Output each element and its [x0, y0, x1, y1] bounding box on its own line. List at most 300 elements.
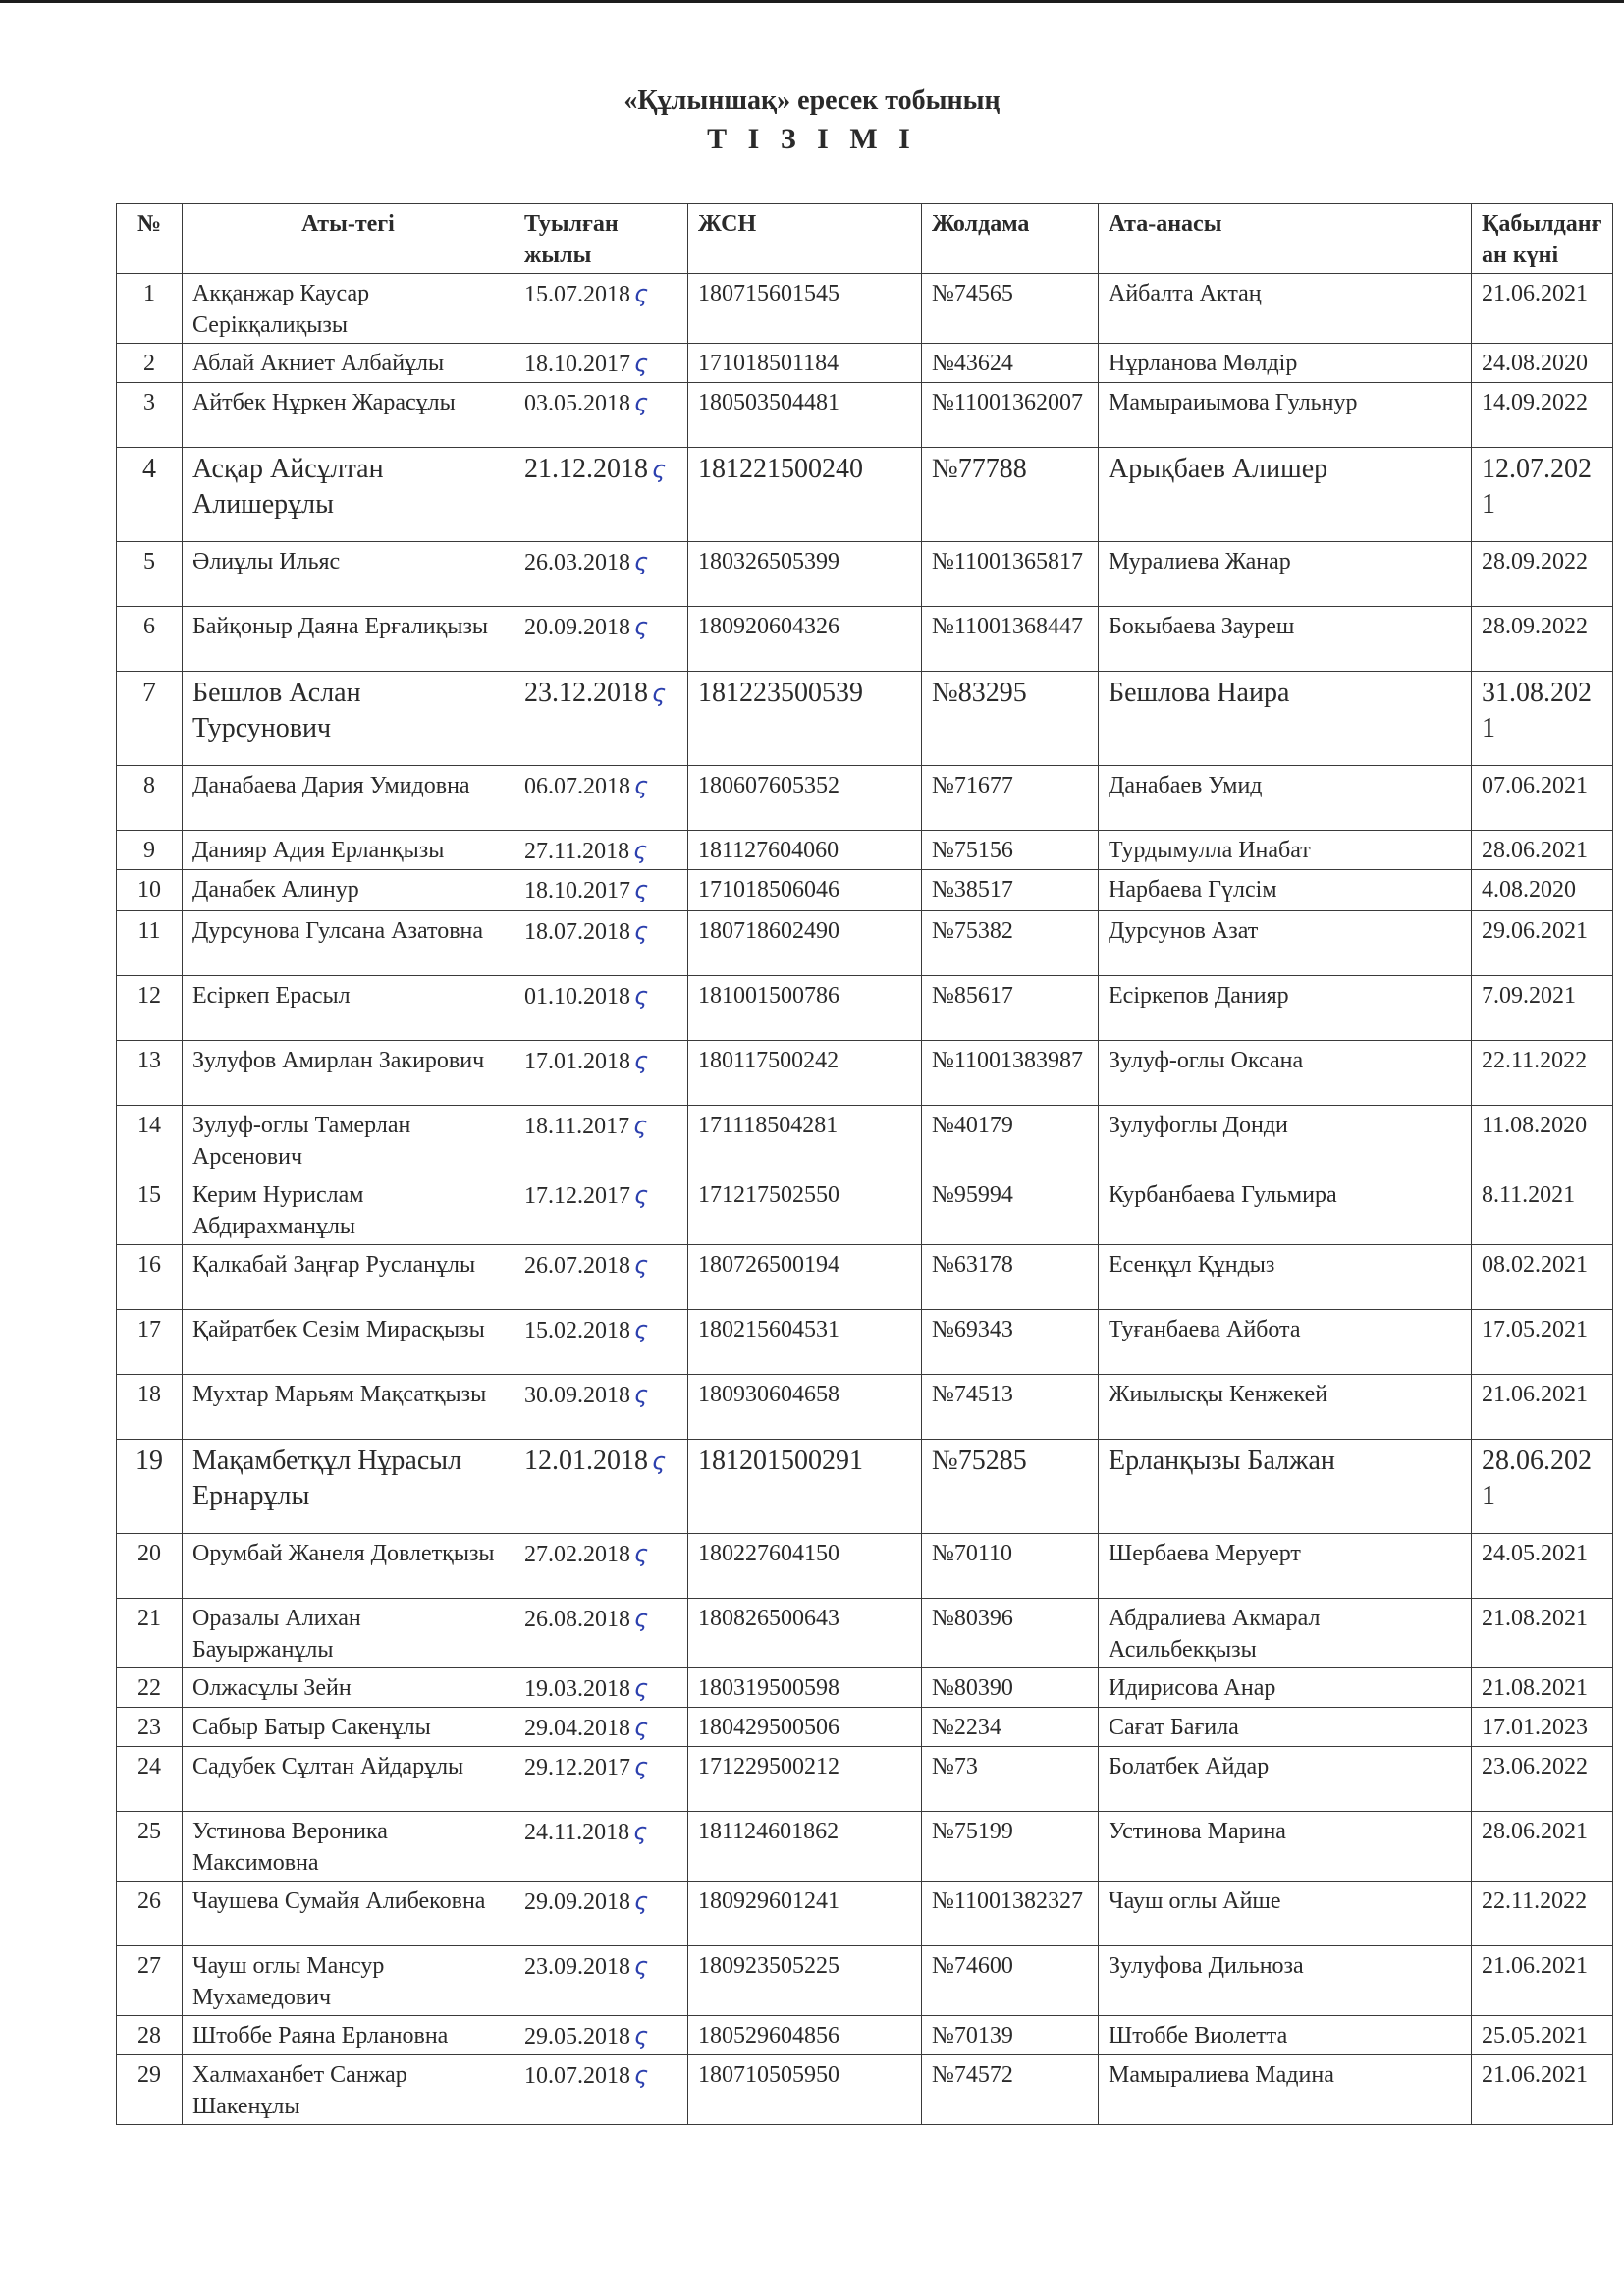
referral-number: №83295	[932, 678, 1027, 708]
admission-date-cell	[1472, 1668, 1613, 1708]
birth-date: 30.09.2018	[524, 1383, 630, 1408]
table-row	[117, 1668, 1613, 1708]
row-number: 29	[137, 2062, 161, 2088]
row-number-cell	[117, 870, 183, 911]
referral-number: №11001382327	[932, 1888, 1084, 1914]
referral-number: №75382	[932, 918, 1013, 944]
admission-date-cell	[1472, 542, 1613, 607]
child-full-name: Данабаева Дария Умидовна	[192, 773, 470, 798]
iin-number-cell	[688, 542, 922, 607]
handwritten-check-mark: ς	[634, 1540, 649, 1567]
birth-date-cell	[514, 1668, 688, 1708]
handwritten-check-mark: ς	[634, 1316, 649, 1343]
child-full-name-cell	[183, 911, 514, 976]
iin-number-cell	[688, 1812, 922, 1882]
admission-date-cell	[1472, 1245, 1613, 1310]
referral-number-cell	[922, 1534, 1099, 1599]
iin-number-cell	[688, 383, 922, 448]
birth-date-cell	[514, 2016, 688, 2055]
parent-name: Абдралиева Акмарал Асильбекқызы	[1109, 1606, 1321, 1663]
child-full-name: Чауш оглы Мансур Мухамедович	[192, 1953, 385, 2010]
parent-name-cell	[1099, 344, 1472, 383]
row-number: 7	[142, 678, 156, 708]
referral-number-cell	[922, 1668, 1099, 1708]
child-full-name: Данияр Адия Ерланқызы	[192, 838, 445, 863]
iin-number: 180326505399	[698, 549, 839, 574]
child-full-name-cell	[183, 542, 514, 607]
iin-number: 180923505225	[698, 1953, 839, 1979]
referral-number-cell	[922, 383, 1099, 448]
child-full-name-cell	[183, 1041, 514, 1106]
referral-number: №75285	[932, 1446, 1027, 1476]
handwritten-check-mark: ς	[634, 280, 649, 307]
row-number-cell	[117, 1668, 183, 1708]
iin-number-cell	[688, 1946, 922, 2016]
document-title: «Құлыншақ» ересек тобының	[623, 85, 1001, 116]
parent-name: Чауш оглы Айше	[1109, 1888, 1281, 1914]
admission-date-cell	[1472, 1440, 1613, 1534]
iin-number: 180215604531	[698, 1317, 839, 1342]
referral-number-cell	[922, 1708, 1099, 1747]
parent-name: Бокыбаева Зауреш	[1109, 614, 1295, 639]
parent-name: Данабаев Умид	[1109, 773, 1263, 798]
child-full-name-cell	[183, 1747, 514, 1812]
row-number: 12	[137, 983, 161, 1009]
child-full-name: Керим Нурислам Абдирахманұлы	[192, 1182, 364, 1239]
child-full-name: Дурсунова Гулсана Азатовна	[192, 918, 484, 944]
parent-name-cell	[1099, 1599, 1472, 1668]
birth-date: 18.11.2017	[524, 1114, 630, 1139]
iin-number-cell	[688, 1245, 922, 1310]
birth-date-cell	[514, 344, 688, 383]
iin-number-cell	[688, 1668, 922, 1708]
iin-number-cell	[688, 1599, 922, 1668]
birth-date-cell	[514, 1708, 688, 1747]
admission-date-cell	[1472, 1946, 1613, 2016]
admission-date: 21.06.2021	[1482, 2062, 1588, 2088]
admission-date: 17.05.2021	[1482, 1317, 1588, 1342]
row-number-cell	[117, 1946, 183, 2016]
row-number: 16	[137, 1252, 161, 1278]
table-body	[117, 274, 1613, 2125]
iin-number-cell	[688, 2055, 922, 2125]
row-number: 19	[135, 1446, 163, 1476]
birth-date-cell	[514, 1882, 688, 1946]
admission-date: 28.06.2021	[1482, 838, 1588, 863]
birth-date: 24.11.2018	[524, 1820, 630, 1845]
header-birth-date: Туылған жылы	[514, 204, 688, 274]
birth-date-cell	[514, 607, 688, 672]
handwritten-check-mark: ς	[634, 1952, 649, 1980]
iin-number: 171217502550	[698, 1182, 839, 1208]
iin-number: 171229500212	[698, 1754, 839, 1779]
parent-name: Зулуфова Дильноза	[1109, 1953, 1304, 1979]
iin-number: 180503504481	[698, 390, 839, 415]
row-number: 3	[143, 390, 155, 415]
row-number-cell	[117, 1882, 183, 1946]
handwritten-check-mark: ς	[634, 2061, 649, 2089]
row-number: 6	[143, 614, 155, 639]
child-full-name: Айтбек Нұркен Жарасұлы	[192, 390, 456, 415]
table-row	[117, 274, 1613, 344]
parent-name: Курбанбаева Гульмира	[1109, 1182, 1337, 1208]
parent-name-cell	[1099, 766, 1472, 831]
birth-date-cell	[514, 1375, 688, 1440]
iin-number-cell	[688, 1882, 922, 1946]
iin-number: 181221500240	[698, 454, 863, 484]
referral-number: №80390	[932, 1675, 1013, 1701]
admission-date-cell	[1472, 1708, 1613, 1747]
referral-number: №11001368447	[932, 614, 1084, 639]
child-full-name: Аблай Акниет Албайұлы	[192, 351, 445, 376]
row-number-cell	[117, 2055, 183, 2125]
child-full-name: Акқанжар Каусар Серікқалиқызы	[192, 281, 370, 338]
admission-date: 21.08.2021	[1482, 1675, 1588, 1701]
admission-date-cell	[1472, 1812, 1613, 1882]
birth-date-cell	[514, 1440, 688, 1534]
child-full-name-cell	[183, 607, 514, 672]
parent-name: Штоббе Виолетта	[1109, 2023, 1288, 2049]
table-row	[117, 1041, 1613, 1106]
referral-number: №43624	[932, 351, 1013, 376]
admission-date: 11.08.2020	[1482, 1113, 1588, 1138]
row-number-cell	[117, 766, 183, 831]
birth-date: 01.10.2018	[524, 984, 630, 1010]
admission-date-cell	[1472, 2016, 1613, 2055]
handwritten-check-mark: ς	[634, 1047, 649, 1074]
handwritten-check-mark: ς	[652, 1448, 667, 1475]
admission-date: 25.05.2021	[1482, 2023, 1588, 2049]
birth-date: 03.05.2018	[524, 391, 630, 416]
row-number: 18	[137, 1382, 161, 1407]
table-row	[117, 1599, 1613, 1668]
table-row	[117, 1747, 1613, 1812]
handwritten-check-mark: ς	[634, 1251, 649, 1279]
referral-number: №74572	[932, 2062, 1013, 2088]
header-number: №	[117, 204, 183, 274]
iin-number: 180920604326	[698, 614, 839, 639]
parent-name-cell	[1099, 1708, 1472, 1747]
row-number: 24	[137, 1754, 161, 1779]
admission-date-cell	[1472, 1175, 1613, 1245]
parent-name: Арықбаев Алишер	[1109, 454, 1328, 484]
birth-date: 26.07.2018	[524, 1253, 630, 1279]
admission-date-cell	[1472, 607, 1613, 672]
admission-date: 22.11.2022	[1482, 1888, 1588, 1914]
parent-name-cell	[1099, 274, 1472, 344]
iin-number: 181201500291	[698, 1446, 863, 1476]
row-number: 23	[137, 1715, 161, 1740]
birth-date-cell	[514, 383, 688, 448]
referral-number-cell	[922, 1882, 1099, 1946]
child-full-name: Зулуфов Амирлан Закирович	[192, 1048, 485, 1073]
parent-name: Болатбек Айдар	[1109, 1754, 1270, 1779]
child-full-name: Әлиұлы Ильяс	[192, 549, 341, 574]
birth-date-cell	[514, 911, 688, 976]
parent-name-cell	[1099, 911, 1472, 976]
child-full-name-cell	[183, 766, 514, 831]
admission-date: 28.06.2021	[1482, 1819, 1588, 1844]
birth-date: 29.09.2018	[524, 1889, 630, 1915]
parent-name-cell	[1099, 383, 1472, 448]
parent-name: Нұрланова Мөлдір	[1109, 351, 1298, 376]
row-number-cell	[117, 1375, 183, 1440]
child-full-name: Оразалы Алихан Бауыржанұлы	[192, 1606, 361, 1663]
handwritten-check-mark: ς	[634, 982, 649, 1010]
admission-date-cell	[1472, 1375, 1613, 1440]
iin-number-cell	[688, 911, 922, 976]
birth-date: 18.10.2017	[524, 352, 630, 377]
child-full-name-cell	[183, 1106, 514, 1175]
referral-number: №11001362007	[932, 390, 1084, 415]
parent-name: Зулуф-оглы Оксана	[1109, 1048, 1304, 1073]
admission-date: 21.06.2021	[1482, 1382, 1588, 1407]
iin-number: 180529604856	[698, 2023, 839, 2049]
admission-date-cell	[1472, 911, 1613, 976]
birth-date: 17.01.2018	[524, 1049, 630, 1074]
admission-date-cell	[1472, 1534, 1613, 1599]
birth-date-cell	[514, 1812, 688, 1882]
document-subtitle: Т І З І М І	[707, 123, 917, 155]
row-number-cell	[117, 274, 183, 344]
table-row	[117, 344, 1613, 383]
birth-date-cell	[514, 1747, 688, 1812]
parent-name-cell	[1099, 870, 1472, 911]
child-full-name-cell	[183, 1175, 514, 1245]
handwritten-check-mark: ς	[634, 1605, 649, 1632]
admission-date: 4.08.2020	[1482, 877, 1576, 902]
admission-date: 12.07.2021	[1482, 454, 1592, 519]
row-number: 13	[137, 1048, 161, 1073]
birth-date-cell	[514, 1946, 688, 2016]
admission-date-cell	[1472, 274, 1613, 344]
referral-number-cell	[922, 2055, 1099, 2125]
iin-number-cell	[688, 274, 922, 344]
referral-number: №73	[932, 1754, 978, 1779]
referral-number-cell	[922, 831, 1099, 870]
row-number: 25	[137, 1819, 161, 1844]
table-row	[117, 1106, 1613, 1175]
birth-date: 29.04.2018	[524, 1716, 630, 1741]
birth-date: 29.05.2018	[524, 2024, 630, 2050]
child-full-name-cell	[183, 2055, 514, 2125]
iin-number: 181001500786	[698, 983, 839, 1009]
row-number-cell	[117, 1175, 183, 1245]
admission-date-cell	[1472, 831, 1613, 870]
handwritten-check-mark: ς	[634, 613, 649, 640]
child-full-name-cell	[183, 1599, 514, 1668]
iin-number-cell	[688, 1106, 922, 1175]
birth-date: 21.12.2018	[524, 454, 648, 484]
table-row	[117, 1310, 1613, 1375]
parent-name-cell	[1099, 1106, 1472, 1175]
iin-number-cell	[688, 1440, 922, 1534]
child-full-name: Бешлов Аслан Турсунович	[192, 678, 361, 743]
iin-number: 180826500643	[698, 1606, 839, 1631]
parent-name: Нарбаева Гүлсім	[1109, 877, 1277, 902]
handwritten-check-mark: ς	[634, 772, 649, 799]
parent-name: Ерланқызы Балжан	[1109, 1446, 1335, 1476]
table-row	[117, 1882, 1613, 1946]
iin-number: 181124601862	[698, 1819, 839, 1844]
admission-date: 7.09.2021	[1482, 983, 1576, 1009]
referral-number-cell	[922, 1245, 1099, 1310]
parent-name: Есенқұл Құндыз	[1109, 1252, 1275, 1278]
parent-name: Мамыраиымова Гульнур	[1109, 390, 1358, 415]
handwritten-check-mark: ς	[634, 876, 649, 903]
child-full-name: Штоббе Раяна Ерлановна	[192, 2023, 449, 2049]
iin-number-cell	[688, 1534, 922, 1599]
birth-date: 29.12.2017	[524, 1755, 630, 1780]
referral-number-cell	[922, 1812, 1099, 1882]
birth-date-cell	[514, 1310, 688, 1375]
iin-number-cell	[688, 1708, 922, 1747]
handwritten-check-mark: ς	[634, 917, 649, 945]
child-full-name: Устинова Вероника Максимовна	[192, 1819, 388, 1876]
row-number-cell	[117, 976, 183, 1041]
row-number-cell	[117, 1534, 183, 1599]
child-full-name: Мақамбетқұл Нұрасыл Ернарұлы	[192, 1446, 462, 1511]
child-full-name: Сабыр Батыр Сакенұлы	[192, 1715, 431, 1740]
row-number-cell	[117, 1708, 183, 1747]
birth-date-cell	[514, 1041, 688, 1106]
referral-number-cell	[922, 344, 1099, 383]
iin-number-cell	[688, 448, 922, 542]
iin-number-cell	[688, 976, 922, 1041]
parent-name-cell	[1099, 1440, 1472, 1534]
iin-number-cell	[688, 2016, 922, 2055]
child-full-name-cell	[183, 1245, 514, 1310]
child-full-name-cell	[183, 672, 514, 766]
iin-number-cell	[688, 870, 922, 911]
row-number-cell	[117, 831, 183, 870]
referral-number-cell	[922, 766, 1099, 831]
handwritten-check-mark: ς	[633, 1112, 648, 1139]
child-full-name: Қайратбек Сезім Мирасқызы	[192, 1317, 485, 1342]
row-number-cell	[117, 607, 183, 672]
row-number-cell	[117, 1440, 183, 1534]
referral-number: №77788	[932, 454, 1027, 484]
referral-number-cell	[922, 1599, 1099, 1668]
parent-name: Муралиева Жанар	[1109, 549, 1291, 574]
referral-number-cell	[922, 274, 1099, 344]
document-header	[0, 84, 1624, 159]
children-list-table	[116, 203, 1613, 2125]
referral-number-cell	[922, 1946, 1099, 2016]
referral-number: №71677	[932, 773, 1013, 798]
admission-date-cell	[1472, 2055, 1613, 2125]
row-number: 14	[137, 1113, 161, 1138]
table-row	[117, 1440, 1613, 1534]
handwritten-check-mark: ς	[633, 837, 648, 864]
child-full-name: Мухтар Марьям Мақсатқызы	[192, 1382, 487, 1407]
child-full-name: Есіркеп Ерасыл	[192, 983, 351, 1009]
parent-name: Устинова Марина	[1109, 1819, 1286, 1844]
parent-name: Дурсунов Азат	[1109, 918, 1259, 944]
admission-date: 17.01.2023	[1482, 1715, 1588, 1740]
child-full-name: Зулуф-оглы Тамерлан Арсенович	[192, 1113, 411, 1170]
birth-date: 12.01.2018	[524, 1446, 648, 1476]
referral-number-cell	[922, 542, 1099, 607]
row-number: 8	[143, 773, 155, 798]
referral-number-cell	[922, 672, 1099, 766]
referral-number: №70139	[932, 2023, 1013, 2049]
table-row	[117, 1946, 1613, 2016]
admission-date: 07.06.2021	[1482, 773, 1588, 798]
row-number: 27	[137, 1953, 161, 1979]
parent-name: Бешлова Наира	[1109, 678, 1290, 708]
row-number-cell	[117, 542, 183, 607]
birth-date-cell	[514, 1534, 688, 1599]
child-full-name: Халмаханбет Санжар Шакенұлы	[192, 2062, 407, 2119]
birth-date: 17.12.2017	[524, 1183, 630, 1209]
referral-number: №80396	[932, 1606, 1013, 1631]
handwritten-check-mark: ς	[652, 680, 667, 707]
row-number: 20	[137, 1541, 161, 1566]
parent-name-cell	[1099, 831, 1472, 870]
row-number: 21	[137, 1606, 161, 1631]
birth-date: 23.12.2018	[524, 678, 648, 708]
child-full-name-cell	[183, 1812, 514, 1882]
table-row	[117, 1245, 1613, 1310]
header-full-name: Аты-тегі	[183, 204, 514, 274]
parent-name-cell	[1099, 1946, 1472, 2016]
referral-number: №75156	[932, 838, 1013, 863]
birth-date-cell	[514, 1175, 688, 1245]
iin-number-cell	[688, 1375, 922, 1440]
table-row	[117, 2055, 1613, 2125]
admission-date: 28.09.2022	[1482, 549, 1588, 574]
admission-date-cell	[1472, 344, 1613, 383]
row-number: 11	[137, 918, 161, 944]
referral-number: №11001365817	[932, 549, 1084, 574]
iin-number-cell	[688, 1175, 922, 1245]
table-row	[117, 1708, 1613, 1747]
admission-date: 24.05.2021	[1482, 1541, 1588, 1566]
birth-date: 27.02.2018	[524, 1542, 630, 1567]
referral-number-cell	[922, 1106, 1099, 1175]
table-row	[117, 1812, 1613, 1882]
iin-number: 180607605352	[698, 773, 839, 798]
row-number: 5	[143, 549, 155, 574]
iin-number-cell	[688, 1747, 922, 1812]
child-full-name: Асқар Айсұлтан Алишерұлы	[192, 454, 384, 519]
child-full-name: Орумбай Жанеля Довлетқызы	[192, 1541, 495, 1566]
parent-name-cell	[1099, 672, 1472, 766]
admission-date-cell	[1472, 870, 1613, 911]
admission-date: 8.11.2021	[1482, 1182, 1576, 1208]
table-row	[117, 672, 1613, 766]
referral-number: №70110	[932, 1541, 1013, 1566]
parent-name-cell	[1099, 1041, 1472, 1106]
child-full-name-cell	[183, 1375, 514, 1440]
row-number: 4	[142, 454, 156, 484]
iin-number: 180718602490	[698, 918, 839, 944]
iin-number: 180715601545	[698, 281, 839, 306]
referral-number: №74565	[932, 281, 1013, 306]
parent-name-cell	[1099, 1375, 1472, 1440]
birth-date: 26.03.2018	[524, 550, 630, 575]
referral-number: №74600	[932, 1953, 1013, 1979]
birth-date-cell	[514, 2055, 688, 2125]
iin-number: 180929601241	[698, 1888, 839, 1914]
parent-name: Жиылысқы Кенжекей	[1109, 1382, 1328, 1407]
admission-date: 28.06.2021	[1482, 1446, 1592, 1511]
table-row	[117, 1375, 1613, 1440]
row-number-cell	[117, 1310, 183, 1375]
header-parent: Ата-анасы	[1099, 204, 1472, 274]
admission-date: 31.08.2021	[1482, 678, 1592, 743]
